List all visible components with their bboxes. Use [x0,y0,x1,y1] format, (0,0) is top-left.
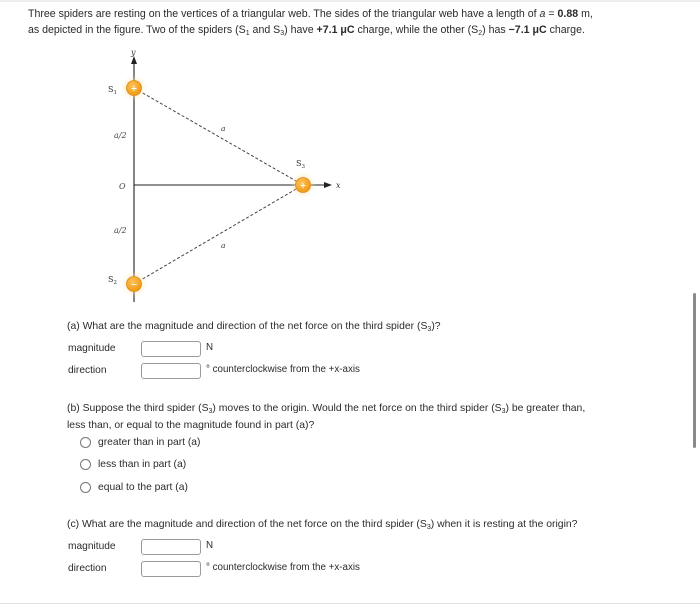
side-s2-s3 [134,185,303,284]
part-b-question-line-2: less than, or equal to the magnitude found in part (a)? [67,420,315,431]
scrollbar-thumb[interactable] [693,293,696,448]
radio-button[interactable] [80,459,91,470]
origin-label: O [119,182,126,191]
x-axis-arrowhead [324,182,332,188]
part-b-option-less[interactable] [80,456,186,472]
s1-label: $S_1$ [108,85,117,96]
part-a-direction-input[interactable] [141,363,201,379]
part-a-direction-unit: ° counterclockwise from the +x-axis [206,364,360,375]
part-a-magnitude-input[interactable] [141,341,201,357]
side-label-bottom: a [221,241,226,250]
part-c-direction-label: direction [68,563,107,574]
subscript: 2 [478,30,483,37]
subscript: 1 [245,30,250,37]
half-side-label-top: a/2 [114,131,127,140]
part-c-direction-input[interactable] [141,561,201,577]
side-label-top: a [221,124,226,133]
part-c-magnitude-label: magnitude [68,541,116,552]
intro-text: ) have [284,24,317,36]
part-b-question-line-1: (b) Suppose the third spider $(S_3)$ moves to the origin. Would the net force on the third spider $(S_3)$ be greater than, [67,403,586,415]
half-side-label-bottom: a/2 [114,226,127,235]
part-c-magnitude-unit: N [206,540,214,551]
option-label: less than in part (a) [98,458,187,470]
part-b-question [67,400,677,434]
side-length-value: 0.88 [557,8,579,20]
s3-label: $S_3$ [296,159,305,170]
s2-minus-sign: − [130,279,138,289]
part-b-option-greater[interactable] [80,434,200,450]
variable-a: a [539,8,546,20]
intro-text: Three spiders are resting on the vertices of a triangular web. The sides of the triangular web have a length of [28,8,540,20]
part-a-magnitude-unit: N [206,342,214,353]
option-label: greater than in part (a) [98,436,201,448]
intro-text: m, [578,8,593,20]
part-c-question: (c) What are the magnitude and direction of the net force on the third spider $(S_3)$ when it is resting at the origin? [67,519,578,531]
intro-text: ) has [482,24,509,36]
s2-label: $S_2$ [108,275,117,286]
part-a-question: (a) What are the magnitude and direction of the net force on the third spider $(S_3)$? [67,321,441,333]
intro-text: and S [249,24,281,36]
bottom-divider [0,603,700,604]
part-b-option-equal[interactable] [80,479,188,495]
part-a-magnitude-label: magnitude [68,343,116,354]
part-c-magnitude-input[interactable] [141,539,201,555]
intro-text: charge. [546,24,585,36]
part-c-direction-unit: ° counterclockwise from the +x-axis [206,562,360,573]
intro-text: as depicted in the figure. Two of the spiders (S [28,24,246,36]
option-label: equal to the part (a) [98,481,188,493]
side-s1-s3 [134,88,303,185]
radio-button[interactable] [80,437,91,448]
negative-charge-value: −7.1 μC [508,24,547,36]
part-a-direction-label: direction [68,365,107,376]
s1-plus-sign: + [130,83,138,93]
s3-plus-sign: + [299,180,307,190]
radio-button[interactable] [80,482,91,493]
subscript: 3 [280,30,285,37]
intro-text: charge, while the other (S [354,24,479,36]
y-axis-arrowhead [131,56,137,64]
intro-text: = [545,8,558,20]
positive-charge-value: +7.1 μC [316,24,355,36]
x-axis-label: x [336,181,341,190]
y-axis-label: y [131,48,136,57]
